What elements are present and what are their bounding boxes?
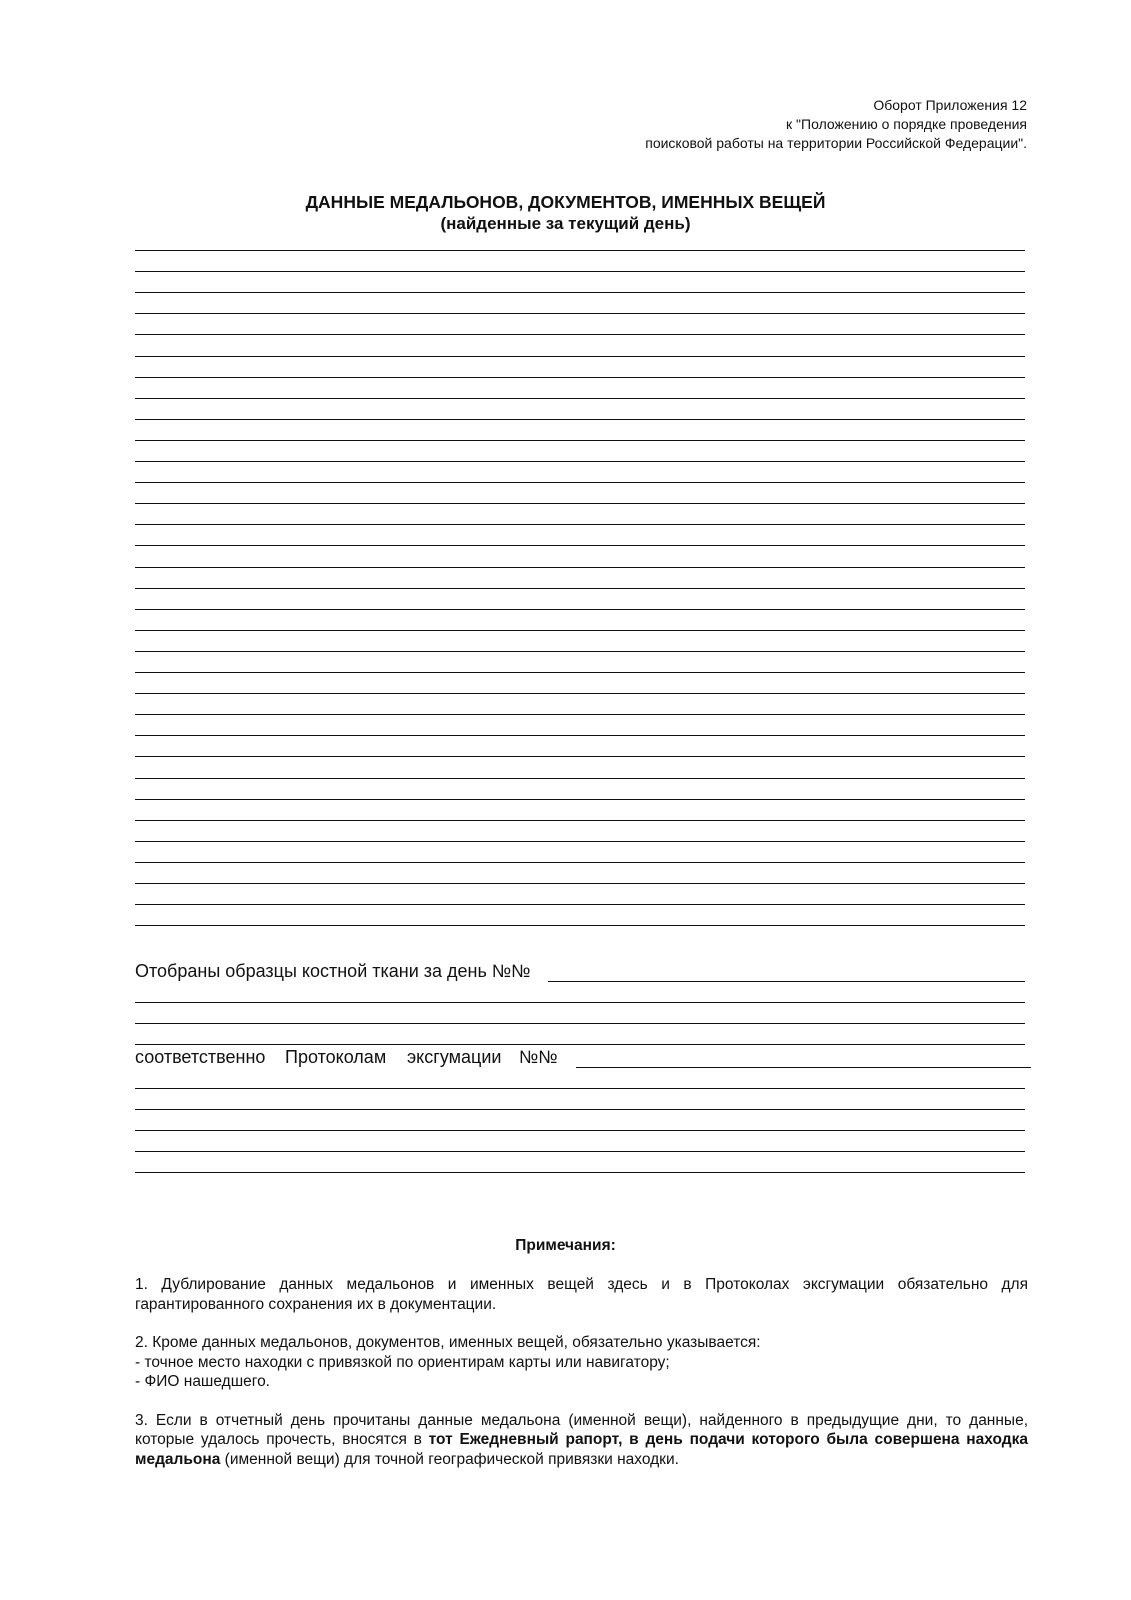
writing-line (135, 820, 1025, 821)
writing-line (135, 250, 1025, 251)
writing-line (135, 440, 1025, 441)
notes-body (135, 1275, 1028, 1488)
writing-line (135, 1109, 1025, 1110)
writing-line (135, 799, 1025, 800)
writing-line (135, 356, 1025, 357)
writing-line (135, 419, 1025, 420)
writing-line (135, 482, 1025, 483)
writing-line (135, 334, 1025, 335)
note-2 (135, 1333, 1028, 1392)
writing-line (135, 841, 1025, 842)
protocols-label-numbers: №№ (519, 1047, 558, 1067)
writing-line (135, 545, 1025, 546)
writing-line (135, 1130, 1025, 1131)
writing-line (135, 398, 1025, 399)
writing-line (135, 292, 1025, 293)
page-subtitle: (найденные за текущий день) (440, 214, 691, 233)
note-3-bold: тот Ежедневный рапорт, в день подачи которого была совершена находка медальона (135, 1431, 1029, 1468)
page-title: ДАННЫЕ МЕДАЛЬОНОВ, ДОКУМЕНТОВ, ИМЕННЫХ ВЕЩЕЙ (305, 192, 826, 212)
writing-line (135, 588, 1025, 589)
writing-line (135, 567, 1025, 568)
samples-label: Отобраны образцы костной ткани за день №№ (135, 961, 531, 981)
title-block (0, 191, 1131, 235)
samples-field-row (135, 960, 530, 982)
note-3 (135, 1411, 1028, 1470)
note-1: 1. Дублирование данных медальонов и именных вещей здесь и в Протоколах эксгумации обязательно для гарантированного сохранения их в документации. (135, 1276, 1028, 1313)
writing-line (135, 1088, 1025, 1089)
writing-line (135, 651, 1025, 652)
writing-line (135, 1023, 1025, 1024)
note-2-intro: 2. Кроме данных медальонов, документов, именных вещей, обязательно указывается: (135, 1334, 761, 1351)
protocols-label-protocols: Протоколам (285, 1047, 387, 1067)
writing-line (135, 904, 1025, 905)
writing-line (135, 714, 1025, 715)
header-line-regulation: к "Положению о порядке проведения (786, 116, 1027, 132)
protocols-label-exhumation: эксгумации (407, 1047, 502, 1067)
writing-line (135, 630, 1025, 631)
writing-line (135, 883, 1025, 884)
writing-line (135, 503, 1025, 504)
writing-line (135, 1151, 1025, 1152)
note-3-part-2: (именной вещи) для точной географической привязки находки. (220, 1450, 679, 1468)
writing-line (135, 1044, 1025, 1045)
note-2-item-finder: - ФИО нашедшего. (135, 1373, 270, 1390)
writing-line (135, 461, 1025, 462)
writing-line (135, 609, 1025, 610)
protocols-blank-line (576, 1067, 1031, 1068)
notes-title: Примечания: (515, 1237, 616, 1254)
note-3-part-1: 3. Если в отчетный день прочитаны данные медальона (именной вещи), найденного в предыдущие дни, то данные, которые удалось прочесть, вносятся в (135, 1411, 1028, 1448)
samples-blank-line (548, 981, 1025, 982)
writing-line (135, 862, 1025, 863)
writing-line (135, 313, 1025, 314)
header-line-territory: поисковой работы на территории Российской Федерации". (645, 135, 1027, 151)
writing-line (135, 735, 1025, 736)
writing-line (135, 377, 1025, 378)
writing-line (135, 1172, 1025, 1173)
writing-line (135, 672, 1025, 673)
writing-line (135, 271, 1025, 272)
writing-line (135, 524, 1025, 525)
writing-line (135, 925, 1025, 926)
protocols-label-accordingly: соответственно (135, 1047, 266, 1067)
writing-line (135, 778, 1025, 779)
note-2-item-location: - точное место находки с привязкой по ориентирам карты или навигатору; (135, 1353, 670, 1371)
writing-line (135, 1002, 1025, 1003)
writing-line (135, 693, 1025, 694)
document-header (645, 96, 1027, 153)
writing-line (135, 756, 1025, 757)
header-line-appendix: Оборот Приложения 12 (873, 97, 1027, 113)
